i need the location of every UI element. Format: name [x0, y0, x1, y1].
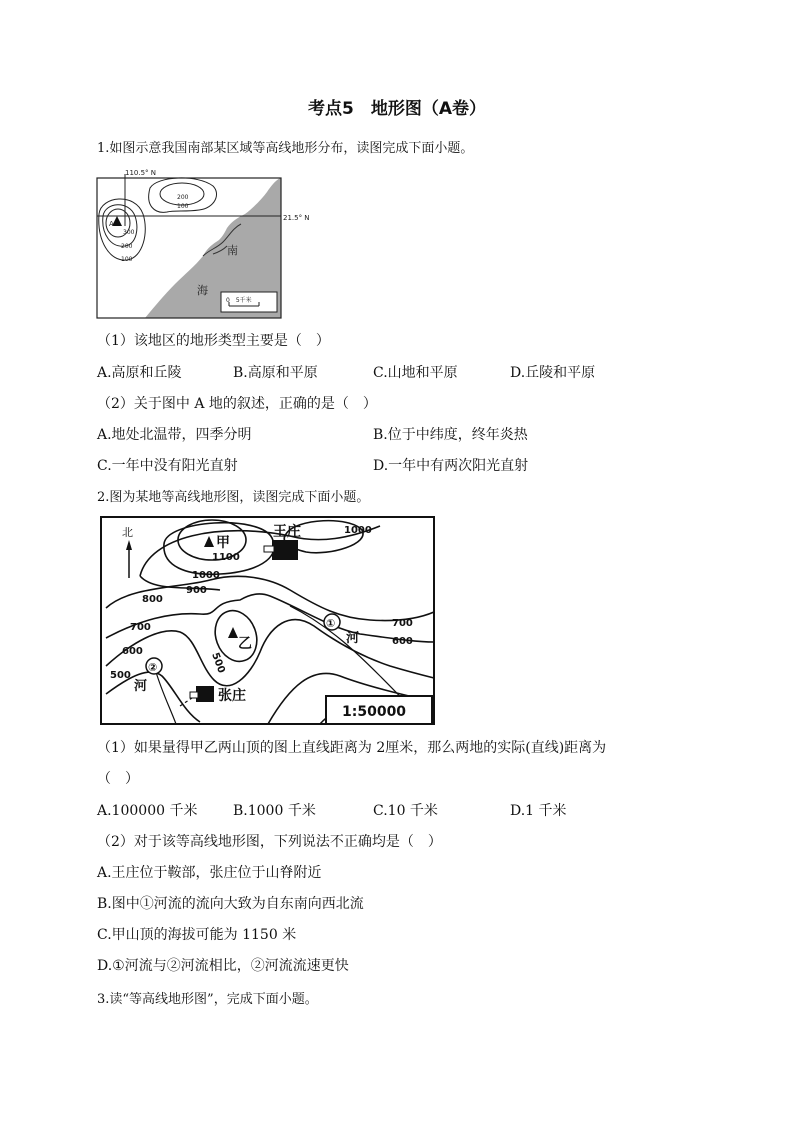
q1-sub2-option-a[interactable]: A.地处北温带，四季分明 — [97, 427, 252, 443]
contour-label: 700 — [392, 618, 413, 629]
contour-label: 1000 — [344, 525, 372, 536]
q3-stem: 3.读“等高线地形图”，完成下面小题。 — [97, 992, 318, 1007]
q2-contour-map — [100, 516, 436, 728]
q2-sub1-text-cont: （ ） — [97, 771, 139, 787]
peak-jia-label: 甲 — [216, 535, 230, 551]
contour-label: 200 — [121, 243, 133, 250]
q2-sub1-option-b[interactable]: B.1000 千米 — [233, 803, 316, 819]
q1-sub1-option-a[interactable]: A.高原和丘陵 — [97, 365, 182, 381]
q2-stem: 2.图为某地等高线地形图，读图完成下面小题。 — [97, 490, 370, 505]
north-label: 北 — [122, 526, 133, 539]
q2-sub2-option-d[interactable]: D.①河流与②河流相比，②河流流速更快 — [97, 958, 349, 974]
contour-label: 100 — [177, 203, 189, 210]
q1-stem: 1.如图示意我国南部某区域等高线地形分布，读图完成下面小题。 — [97, 141, 474, 156]
q2-sub2-option-b[interactable]: B.图中①河流的流向大致为自东南向西北流 — [97, 896, 364, 912]
scale-label: 0 5千米 — [226, 297, 252, 304]
marker-1: ① — [326, 617, 336, 630]
q2-sub1-option-c[interactable]: C.10 千米 — [373, 803, 438, 819]
q2-sub1-option-d[interactable]: D.1 千米 — [510, 803, 567, 819]
contour-label: 800 — [142, 594, 163, 605]
contour-label: 500 — [209, 651, 227, 675]
contour-label: 1100 — [212, 552, 240, 563]
sea-label: 海 — [197, 284, 208, 297]
contour-label: 1000 — [192, 570, 220, 581]
contour-label: 300 — [123, 229, 135, 236]
peak-yi-label: 乙 — [238, 636, 252, 652]
zhangzhuang-marker — [196, 686, 214, 702]
contour-label: 600 — [122, 646, 143, 657]
q1-sub2-option-c[interactable]: C.一年中没有阳光直射 — [97, 458, 238, 474]
q1-sub1-option-c[interactable]: C.山地和平原 — [373, 365, 458, 381]
lat-label: 21.5° N — [283, 214, 310, 222]
q2-sub2-option-c[interactable]: C.甲山顶的海拔可能为 1150 米 — [97, 927, 297, 943]
contour-label: 200 — [177, 194, 189, 201]
q2-sub2-option-a[interactable]: A.王庄位于鞍部，张庄位于山脊附近 — [97, 865, 322, 881]
q1-sub1-option-d[interactable]: D.丘陵和平原 — [510, 365, 596, 381]
peak-label: A — [109, 220, 114, 228]
contour-label: 500 — [110, 670, 131, 681]
lon-label: 110.5° N — [125, 169, 157, 177]
q1-sub1-option-b[interactable]: B.高原和平原 — [233, 365, 318, 381]
marker-2: ② — [148, 661, 158, 674]
river-label-1: 河 — [346, 631, 360, 646]
contour-label: 100 — [121, 256, 133, 263]
q2-sub1-text: （1）如果量得甲乙两山顶的图上直线距离为 2厘米，那么两地的实际(直线)距离为 — [97, 740, 607, 756]
contour-label: 700 — [130, 622, 151, 633]
contour-label: 900 — [186, 585, 207, 596]
wangzhuang-marker — [272, 540, 298, 560]
zhangzhuang-label: 张庄 — [218, 688, 246, 704]
scale-label: 1:50000 — [342, 704, 407, 720]
q2-sub2-text: （2）对于该等高线地形图，下列说法不正确均是（ ） — [97, 834, 442, 850]
q1-sub2-option-d[interactable]: D.一年中有两次阳光直射 — [373, 458, 529, 474]
q1-sub2-option-b[interactable]: B.位于中纬度，终年炎热 — [373, 427, 528, 443]
sea-label: 南 — [227, 244, 238, 257]
q2-sub1-option-a[interactable]: A.100000 千米 — [97, 803, 198, 819]
q1-contour-map — [95, 166, 325, 321]
q1-sub1-text: （1）该地区的地形类型主要是（ ） — [97, 333, 330, 349]
wangzhuang-label: 王庄 — [273, 524, 301, 540]
page-title: 考点5 地形图（A卷） — [308, 99, 486, 119]
contour-label: 600 — [392, 636, 413, 647]
river-label-2: 河 — [134, 679, 148, 694]
q1-sub2-text: （2）关于图中 A 地的叙述，正确的是（ ） — [97, 396, 377, 412]
